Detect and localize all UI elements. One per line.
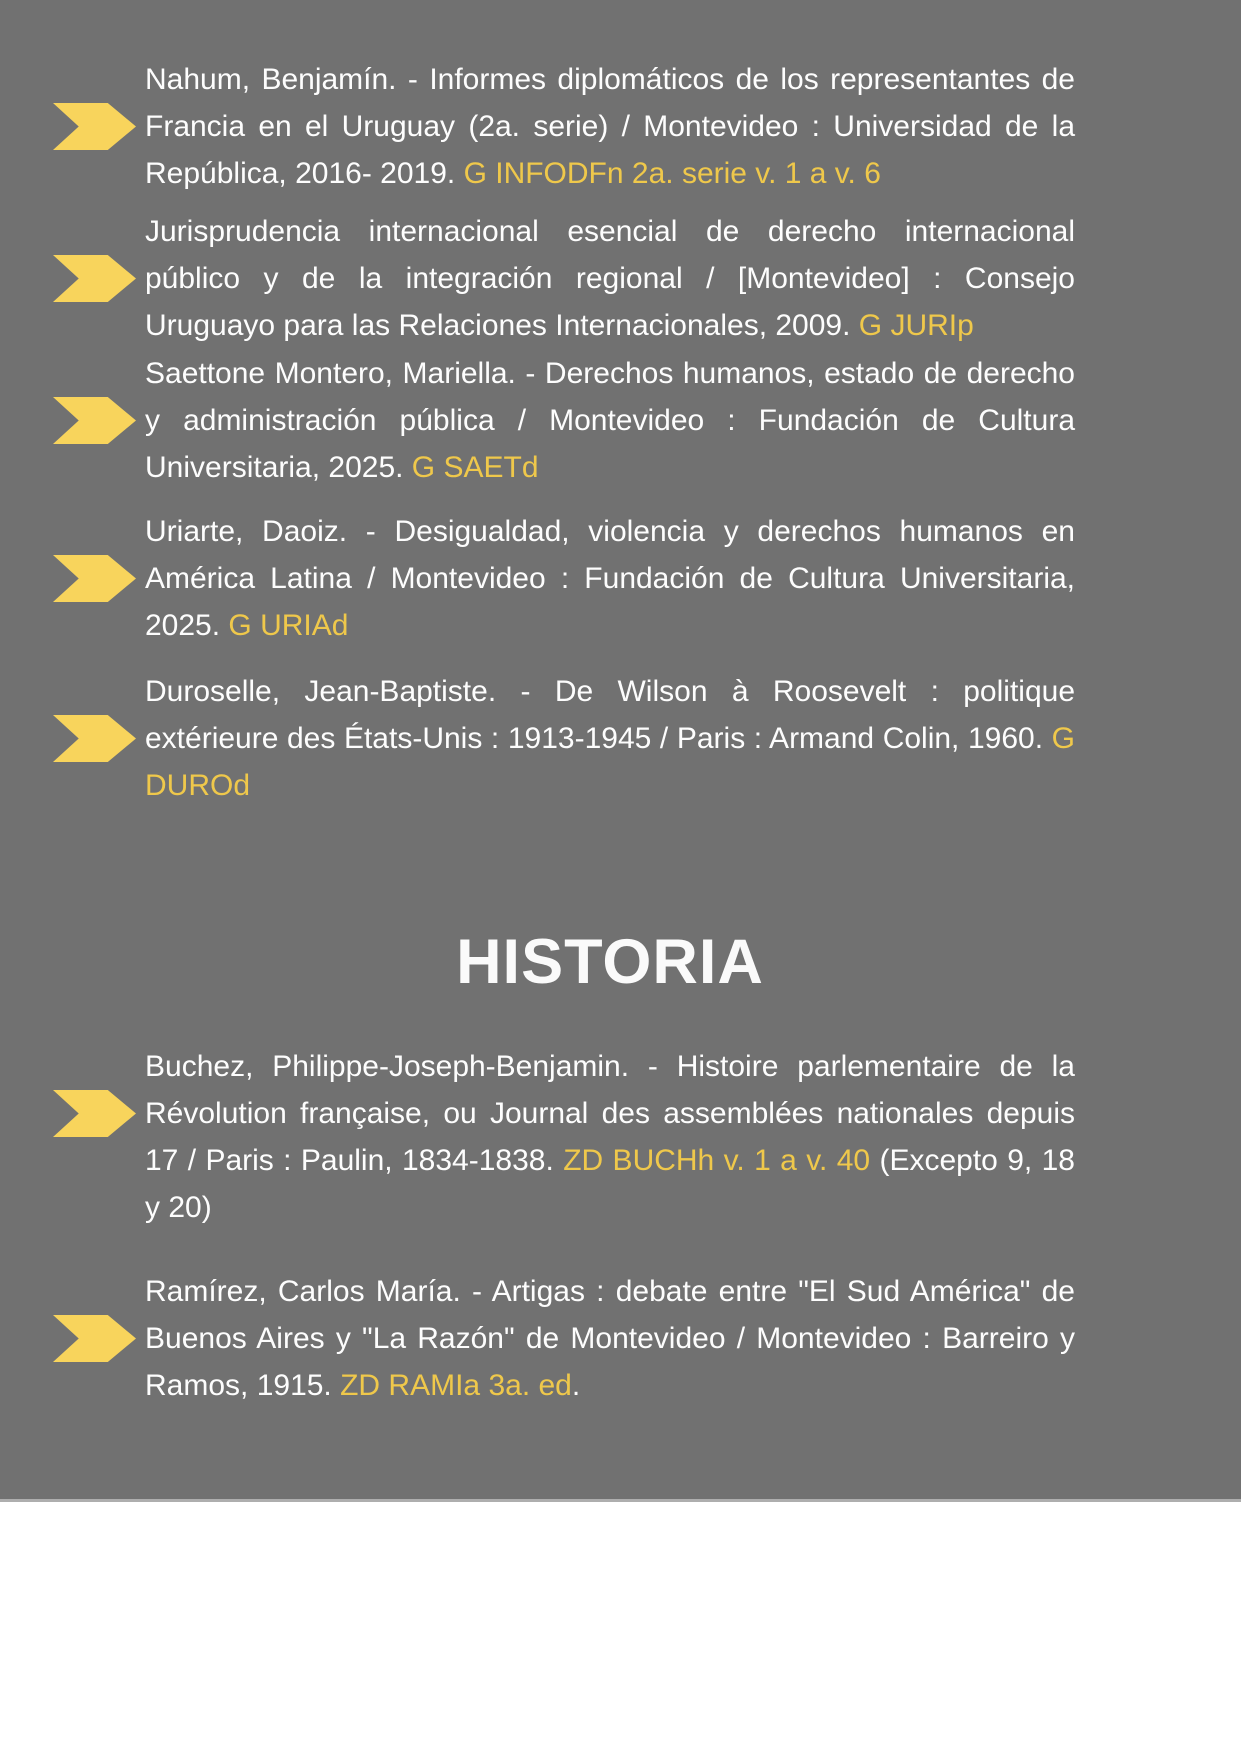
catalog-entry: [145, 508, 1075, 649]
entry-text: [145, 668, 1075, 809]
arrow-bullet-icon: [53, 103, 136, 150]
call-number: ZD RAMIa 3a. ed: [340, 1369, 572, 1402]
entry-body-text: .: [571, 1369, 581, 1402]
arrow-bullet-icon: [53, 555, 136, 602]
entry-body-text: Nahum, Benjamín. - Informes diplomáticos de los representantes de Francia en el Uruguay (2a. serie) / Montevideo : Universidad de la República, 2016- 2019.: [145, 63, 1075, 190]
entry-text: [145, 208, 1075, 349]
entry-text: [145, 350, 1075, 491]
arrow-bullet-icon: [53, 1315, 136, 1362]
catalog-entry: [145, 56, 1075, 197]
entry-text: [145, 56, 1075, 197]
call-number: G DUROd: [145, 722, 1075, 802]
arrow-bullet-icon: [53, 255, 136, 302]
call-number: G SAETd: [411, 451, 539, 484]
section-heading-historia: HISTORIA: [456, 927, 764, 997]
catalog-entry: [145, 208, 1075, 349]
entry-text: [145, 1268, 1075, 1409]
arrow-bullet-icon: [53, 1090, 136, 1137]
arrow-bullet-icon: [53, 397, 136, 444]
arrow-bullet-icon: [53, 715, 136, 762]
entry-body-text: Ramírez, Carlos María. - Artigas : debate entre "El Sud América" de Buenos Aires y "La Razón" de Montevideo / Montevideo : Barreiro y Ramos, 1915.: [145, 1275, 1075, 1402]
entry-text: [145, 508, 1075, 649]
call-number: ZD BUCHh v. 1 a v. 40: [563, 1144, 871, 1177]
entry-body-text: Buchez, Philippe-Joseph-Benjamin. - Histoire parlementaire de la Révolution française, ou Journal des assemblées nationales depuis 17 / Paris : Paulin, 1834-1838.: [145, 1050, 1075, 1177]
catalog-entry: [145, 1043, 1075, 1231]
call-number: G JURIp: [858, 309, 974, 342]
entry-body-text: Uriarte, Daoiz. - Desigualdad, violencia y derechos humanos en América Latina / Montevideo : Fundación de Cultura Universitaria, 2025.: [145, 515, 1075, 642]
entry-body-text: Jurisprudencia internacional esencial de derecho internacional público y de la integración regional / [Montevideo] : Consejo Uruguayo para las Relaciones Internacionales, 2009.: [145, 215, 1075, 342]
entry-body-text: Saettone Montero, Mariella. - Derechos humanos, estado de derecho y administración pública / Montevideo : Fundación de Cultura Universitaria, 2025.: [145, 357, 1075, 484]
catalog-entry: [145, 668, 1075, 809]
footer: [0, 1502, 1241, 1755]
entry-body-text: Duroselle, Jean-Baptiste. - De Wilson à Roosevelt : politique extérieure des États-Unis : 1913-1945 / Paris : Armand Colin, 1960.: [145, 675, 1075, 755]
entry-text: [145, 1043, 1075, 1231]
call-number: G INFODFn 2a. serie v. 1 a v. 6: [463, 157, 881, 190]
entry-body-text: (Excepto 9, 18 y 20): [145, 1144, 1075, 1224]
catalog-entry: [145, 1268, 1075, 1409]
call-number: G URIAd: [228, 609, 349, 642]
catalog-entry: [145, 350, 1075, 491]
